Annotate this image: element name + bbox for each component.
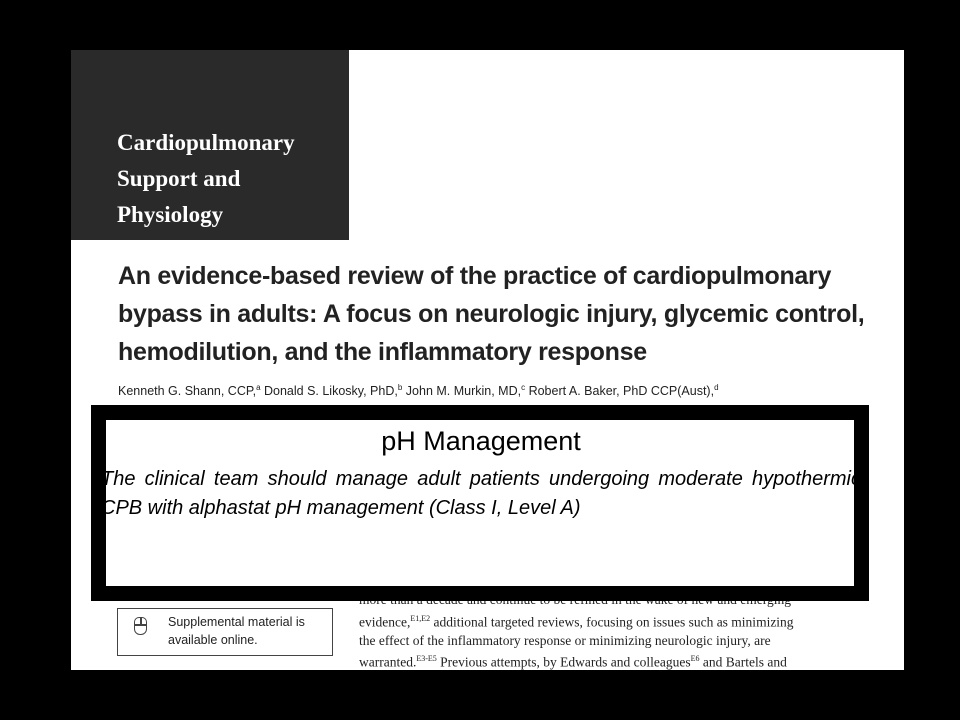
author: Robert A. Baker, PhD CCP(Aust), [525, 384, 715, 399]
supplemental-line: available online. [168, 633, 258, 647]
callout-heading: pH Management [381, 426, 581, 456]
supplemental-material-notice[interactable] [117, 608, 333, 656]
body-line: Previous attempts, by Edwards and colleagues [436, 654, 691, 670]
author: Kenneth G. Shann, CCP, [118, 384, 257, 399]
supplemental-text [168, 613, 305, 649]
mouse-icon [134, 617, 147, 635]
section-title-line: Cardiopulmonary [117, 130, 295, 155]
citation-ref[interactable]: E6 [690, 654, 700, 663]
article-title: An evidence-based review of the practice of cardiopulmonary bypass in adults: A focus on neurologic injury, glycemic control, hemodilution, and the inflammatory response [118, 262, 865, 366]
article-body-text [359, 591, 879, 670]
body-line: additional targeted reviews, focusing on issues such as minimizing [430, 614, 794, 629]
body-line: the effect of the inflammatory response or minimizing neurologic injury, are [359, 632, 771, 648]
citation-ref[interactable]: E1,E2 [410, 613, 431, 623]
section-header-box [71, 50, 349, 240]
affiliation-mark: d [714, 383, 719, 392]
body-line: evidence, [359, 614, 411, 629]
callout-content [101, 420, 861, 600]
author: Donald S. Likosky, PhD, [260, 384, 398, 399]
affiliation-mark: b [397, 383, 403, 392]
body-line: and Bartels and [699, 654, 787, 670]
supplemental-line: Supplemental material is [168, 615, 305, 629]
affiliation-mark: a [256, 383, 261, 392]
section-title [117, 125, 295, 233]
affiliation-mark: c [521, 383, 526, 392]
section-title-line: Support and [117, 166, 241, 191]
section-title-line: Physiology [117, 202, 224, 227]
author: John M. Murkin, MD, [402, 384, 522, 399]
citation-ref[interactable]: E3-E5 [416, 654, 437, 663]
body-line: warranted. [359, 654, 417, 670]
callout-recommendation: The clinical team should manage adult patients undergoing moderate hypothermic CPB with alphastat pH management (Class I, Level A) [101, 468, 861, 519]
